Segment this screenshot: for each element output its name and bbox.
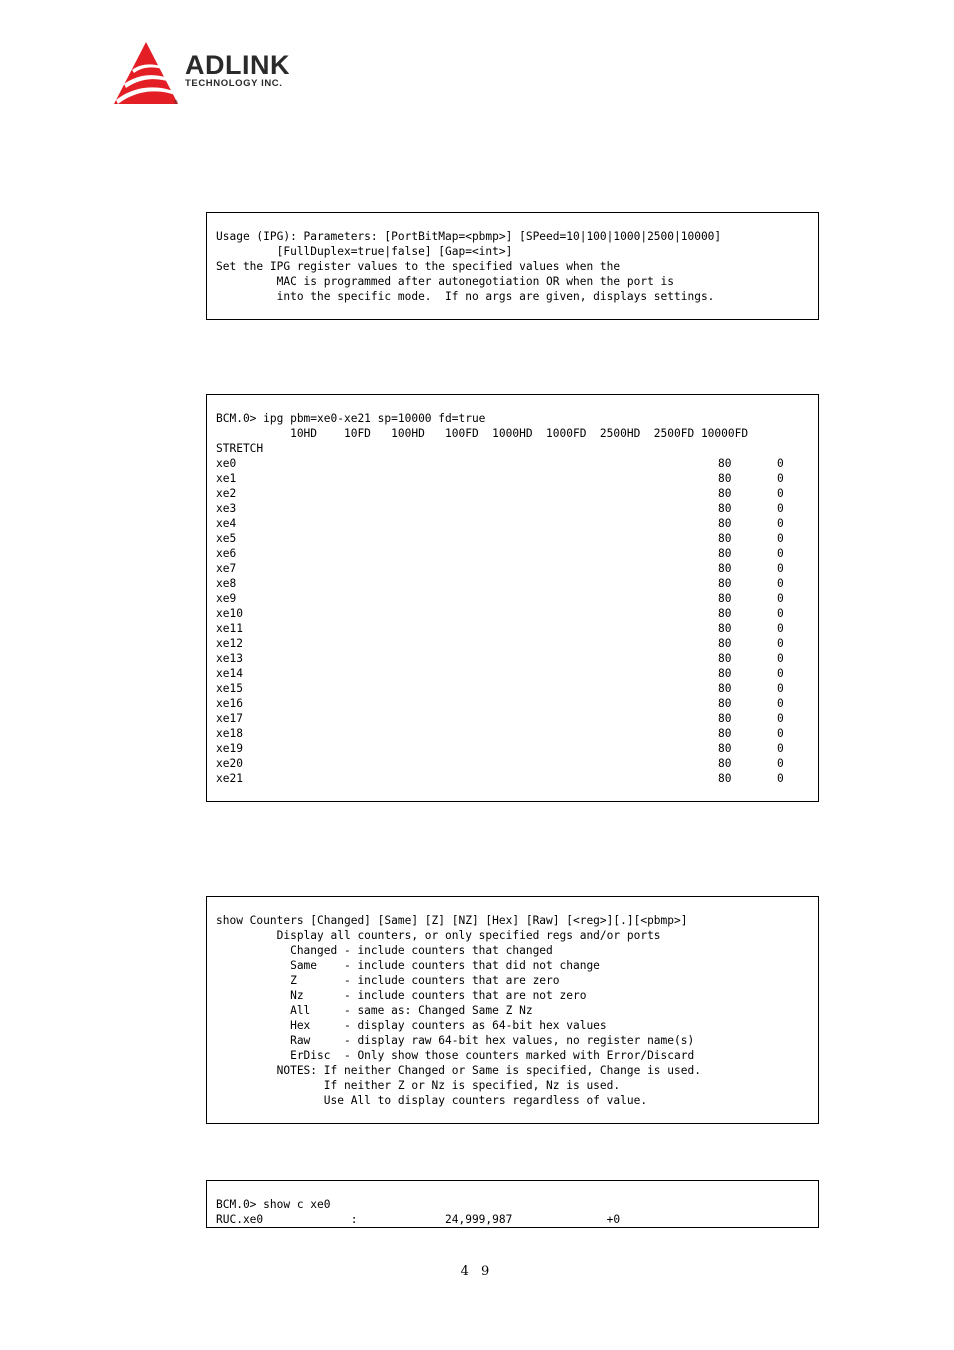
- stretch-value: 80: [718, 592, 732, 605]
- ipg-port-row: [216, 546, 784, 561]
- stretch-value: 80: [718, 652, 732, 665]
- stretch-value: 80: [718, 562, 732, 575]
- port-name: xe16: [216, 697, 243, 710]
- ipg-port-row: [216, 756, 784, 771]
- ipg-header-line-2: STRETCH: [216, 442, 264, 455]
- ipg-command-line: BCM.0> ipg pbm=xe0-xe21 sp=10000 fd=true: [216, 412, 486, 425]
- ipg-port-row: [216, 621, 784, 636]
- ipg-usage-box: [206, 212, 819, 320]
- gap-value: 0: [777, 532, 784, 545]
- ipg-port-row: [216, 636, 784, 651]
- ipg-port-row: [216, 666, 784, 681]
- stretch-value: 80: [718, 517, 732, 530]
- ipg-port-row: [216, 651, 784, 666]
- ipg-port-row: [216, 456, 784, 471]
- stretch-value: 80: [718, 742, 732, 755]
- show-usage-line: Raw - display raw 64-bit hex values, no register name(s): [216, 1034, 695, 1047]
- port-name: xe17: [216, 712, 243, 725]
- stretch-value: 80: [718, 697, 732, 710]
- gap-value: 0: [777, 742, 784, 755]
- gap-value: 0: [777, 547, 784, 560]
- stretch-value: 80: [718, 637, 732, 650]
- show-usage-line: Hex - display counters as 64-bit hex values: [216, 1019, 607, 1032]
- port-name: xe10: [216, 607, 243, 620]
- ipg-usage-line: MAC is programmed after autonegotiation OR when the port is: [216, 275, 675, 288]
- ipg-port-row: [216, 471, 784, 486]
- ipg-port-row: [216, 681, 784, 696]
- ipg-port-row: [216, 711, 784, 726]
- gap-value: 0: [777, 562, 784, 575]
- gap-value: 0: [777, 517, 784, 530]
- port-name: xe9: [216, 592, 237, 605]
- gap-value: 0: [777, 502, 784, 515]
- gap-value: 0: [777, 757, 784, 770]
- ipg-port-row: [216, 486, 784, 501]
- ipg-usage-line: Set the IPG register values to the specified values when the: [216, 260, 621, 273]
- show-usage-line: Nz - include counters that are not zero: [216, 989, 587, 1002]
- gap-value: 0: [777, 667, 784, 680]
- port-name: xe5: [216, 532, 237, 545]
- stretch-value: 80: [718, 607, 732, 620]
- ipg-port-row: [216, 531, 784, 546]
- stretch-value: 80: [718, 757, 732, 770]
- port-name: xe13: [216, 652, 243, 665]
- gap-value: 0: [777, 622, 784, 635]
- ipg-port-row: [216, 516, 784, 531]
- show-output-line: RUC.xe0 : 24,999,987 +0: [216, 1213, 621, 1226]
- ipg-port-row: [216, 591, 784, 606]
- port-name: xe12: [216, 637, 243, 650]
- show-usage-line: If neither Z or Nz is specified, Nz is used.: [216, 1079, 621, 1092]
- gap-value: 0: [777, 712, 784, 725]
- show-usage-line: Display all counters, or only specified regs and/or ports: [216, 929, 661, 942]
- ipg-usage-text: [216, 229, 721, 304]
- show-usage-text: [216, 913, 701, 1108]
- ipg-port-row: [216, 606, 784, 621]
- stretch-value: 80: [718, 727, 732, 740]
- show-usage-line: Z - include counters that are zero: [216, 974, 560, 987]
- gap-value: 0: [777, 457, 784, 470]
- stretch-value: 80: [718, 457, 732, 470]
- page-number: 4 9: [460, 1264, 494, 1279]
- stretch-value: 80: [718, 682, 732, 695]
- ipg-usage-line: into the specific mode. If no args are given, displays settings.: [216, 290, 715, 303]
- port-name: xe0: [216, 457, 237, 470]
- port-name: xe1: [216, 472, 237, 485]
- ipg-port-row: [216, 726, 784, 741]
- port-name: xe19: [216, 742, 243, 755]
- stretch-value: 80: [718, 712, 732, 725]
- port-name: xe15: [216, 682, 243, 695]
- stretch-value: 80: [718, 772, 732, 785]
- port-name: xe11: [216, 622, 243, 635]
- adlink-triangle-icon: [114, 40, 184, 106]
- stretch-value: 80: [718, 577, 732, 590]
- stretch-value: 80: [718, 502, 732, 515]
- gap-value: 0: [777, 772, 784, 785]
- gap-value: 0: [777, 697, 784, 710]
- ipg-usage-line: [FullDuplex=true|false] [Gap=<int>]: [216, 245, 513, 258]
- port-name: xe6: [216, 547, 237, 560]
- show-usage-line: ErDisc - Only show those counters marked with Error/Discard: [216, 1049, 695, 1062]
- show-usage-line: Use All to display counters regardless of value.: [216, 1094, 648, 1107]
- ipg-usage-line: Usage (IPG): Parameters: [PortBitMap=<pbmp>] [SPeed=10|100|1000|2500|10000]: [216, 230, 722, 243]
- port-name: xe18: [216, 727, 243, 740]
- ipg-port-row: [216, 501, 784, 516]
- port-name: xe8: [216, 577, 237, 590]
- ipg-output-box: [206, 394, 819, 802]
- show-usage-box: [206, 896, 819, 1124]
- port-name: xe20: [216, 757, 243, 770]
- adlink-logo: [114, 40, 324, 106]
- gap-value: 0: [777, 637, 784, 650]
- show-output-box: [206, 1180, 819, 1228]
- gap-value: 0: [777, 682, 784, 695]
- gap-value: 0: [777, 472, 784, 485]
- port-name: xe7: [216, 562, 237, 575]
- ipg-port-row: [216, 696, 784, 711]
- stretch-value: 80: [718, 667, 732, 680]
- gap-value: 0: [777, 652, 784, 665]
- stretch-value: 80: [718, 487, 732, 500]
- ipg-port-row: [216, 561, 784, 576]
- port-name: xe21: [216, 772, 243, 785]
- show-usage-line: Same - include counters that did not change: [216, 959, 600, 972]
- port-name: xe2: [216, 487, 237, 500]
- gap-value: 0: [777, 592, 784, 605]
- gap-value: 0: [777, 487, 784, 500]
- svg-text:®: ®: [174, 100, 178, 106]
- gap-value: 0: [777, 607, 784, 620]
- stretch-value: 80: [718, 622, 732, 635]
- show-usage-line: All - same as: Changed Same Z Nz: [216, 1004, 533, 1017]
- brand-tagline: TECHNOLOGY INC.: [185, 78, 283, 89]
- stretch-value: 80: [718, 547, 732, 560]
- show-output-line: BCM.0> show c xe0: [216, 1198, 331, 1211]
- stretch-value: 80: [718, 472, 732, 485]
- show-usage-line: Changed - include counters that changed: [216, 944, 553, 957]
- port-name: xe3: [216, 502, 237, 515]
- ipg-port-row: [216, 771, 784, 786]
- port-name: xe4: [216, 517, 237, 530]
- ipg-port-row: [216, 576, 784, 591]
- show-output-text: [216, 1197, 620, 1227]
- ipg-port-row: [216, 741, 784, 756]
- brand-name: ADLINK: [185, 50, 290, 80]
- port-name: xe14: [216, 667, 243, 680]
- ipg-header-line: 10HD 10FD 100HD 100FD 1000HD 1000FD 2500HD 2500FD 10000FD: [216, 427, 749, 440]
- gap-value: 0: [777, 727, 784, 740]
- show-usage-line: show Counters [Changed] [Same] [Z] [NZ] [Hex] [Raw] [<reg>][.][<pbmp>]: [216, 914, 688, 927]
- gap-value: 0: [777, 577, 784, 590]
- stretch-value: 80: [718, 532, 732, 545]
- ipg-output-text: [216, 411, 784, 786]
- show-usage-line: NOTES: If neither Changed or Same is specified, Change is used.: [216, 1064, 701, 1077]
